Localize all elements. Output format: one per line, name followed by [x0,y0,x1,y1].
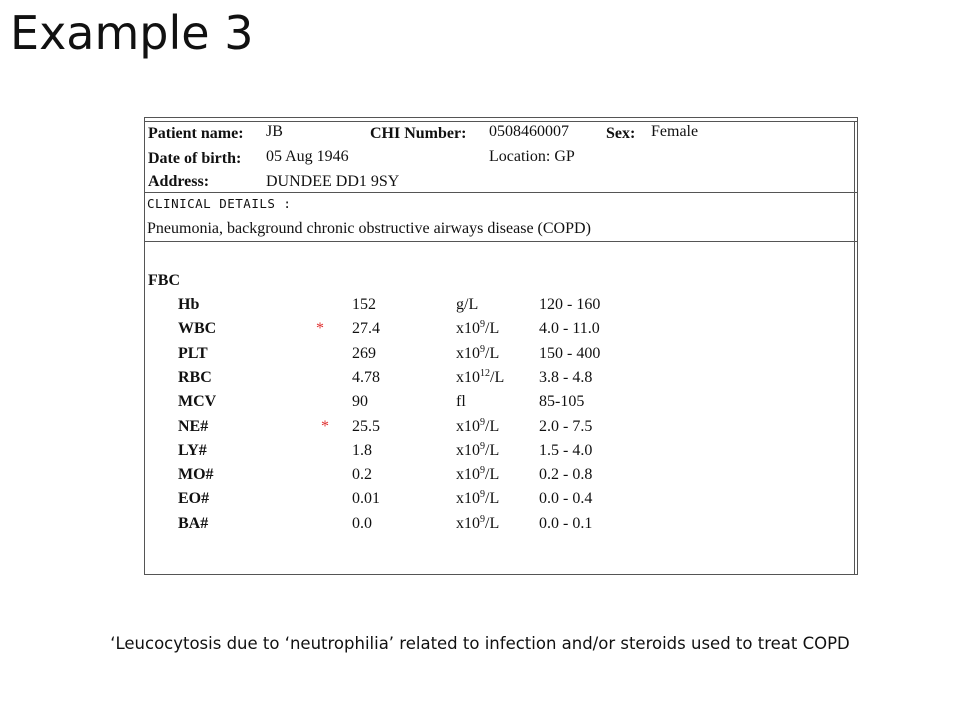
reference-range: 4.0 - 11.0 [539,320,600,338]
test-name: LY# [178,441,207,459]
unit-exponent: 9 [480,465,485,477]
result-value: 25.5 [352,417,380,435]
table-row [145,515,845,539]
report-border-top [145,121,857,122]
result-unit [456,320,499,338]
table-row [145,345,845,369]
unit-exponent: 9 [480,513,485,525]
chi-number: 0508460007 [489,123,569,140]
unit-base: x10 [456,490,480,508]
result-value: 0.2 [352,466,372,484]
report-border-right [854,121,855,574]
unit-exponent: 9 [480,319,485,331]
unit-base: x10 [456,514,480,532]
result-unit [456,466,499,484]
slide-title: Example 3 [10,6,254,60]
test-name: BA# [178,514,209,532]
address-label: Address: [148,173,210,190]
clinical-details-text: Pneumonia, background chronic obstructive airways disease (COPD) [147,220,591,237]
unit-base: g/L [456,296,479,313]
test-name: EO# [178,490,210,508]
unit-base: x10 [456,320,480,338]
address-value: DUNDEE DD1 9SY [266,173,400,190]
sex-value: Female [651,123,699,140]
unit-tail: /L [485,466,500,484]
unit-exponent: 9 [480,489,485,501]
reference-range: 0.0 - 0.4 [539,490,593,508]
patient-name-label: Patient name: [148,125,244,142]
table-row [145,442,845,466]
table-row [145,320,845,344]
unit-base: fl [456,393,466,411]
chi-label: CHI Number: [370,125,467,142]
unit-tail: /L [485,344,500,362]
result-unit [456,418,499,436]
abnormal-flag: * [321,417,329,435]
table-row [145,393,845,417]
unit-exponent: 12 [480,367,490,379]
result-unit [456,442,499,460]
result-value: 0.0 [352,514,372,532]
dob-value: 05 Aug 1946 [266,148,349,165]
unit-tail: /L [485,320,500,338]
unit-exponent: 9 [480,343,485,355]
unit-base: x10 [456,466,480,484]
unit-tail: /L [490,368,505,386]
test-name: MO# [178,466,214,484]
unit-base: x10 [456,368,480,386]
table-row [145,490,845,514]
reference-range: 120 - 160 [539,296,601,313]
result-unit [456,345,499,363]
table-row [145,369,845,393]
abnormal-flag: * [316,320,324,338]
divider [145,241,857,242]
location-value: GP [554,148,575,165]
table-row [145,466,845,490]
divider [145,192,857,193]
test-name: WBC [178,320,217,338]
test-name: Hb [178,296,200,313]
result-unit [456,369,504,387]
dob-label: Date of birth: [148,150,242,167]
reference-range: 85-105 [539,393,585,411]
test-name: MCV [178,393,217,411]
location: Location: GP [489,148,575,165]
slide-caption: ‘Leucocytosis due to ‘neutrophilia’ related to infection and/or steroids used to treat COPD [110,634,850,653]
result-value: 1.8 [352,441,372,459]
result-value: 90 [352,393,368,411]
unit-tail: /L [485,441,500,459]
reference-range: 2.0 - 7.5 [539,417,593,435]
unit-base: x10 [456,344,480,362]
result-value: 152 [352,296,376,313]
result-value: 4.78 [352,368,380,386]
reference-range: 0.2 - 0.8 [539,466,593,484]
fbc-title: FBC [148,272,180,289]
test-name: PLT [178,344,208,362]
result-unit [456,393,466,411]
table-row [145,296,845,320]
reference-range: 1.5 - 4.0 [539,441,593,459]
unit-exponent: 9 [480,416,485,428]
table-row [145,418,845,442]
result-value: 0.01 [352,490,380,508]
unit-base: x10 [456,417,480,435]
reference-range: 3.8 - 4.8 [539,368,593,386]
unit-tail: /L [485,490,500,508]
patient-name: JB [266,123,283,140]
result-unit [456,515,499,533]
unit-tail: /L [485,514,500,532]
lab-report [144,117,858,575]
result-value: 27.4 [352,320,380,338]
unit-base: x10 [456,441,480,459]
unit-tail: /L [485,417,500,435]
clinical-details-label: CLINICAL DETAILS : [147,196,292,211]
test-name: RBC [178,368,212,386]
unit-exponent: 9 [480,440,485,452]
reference-range: 0.0 - 0.1 [539,514,593,532]
result-unit [456,490,499,508]
test-name: NE# [178,417,209,435]
reference-range: 150 - 400 [539,344,601,362]
sex-label: Sex: [606,125,636,142]
result-unit [456,296,478,314]
result-value: 269 [352,344,376,362]
